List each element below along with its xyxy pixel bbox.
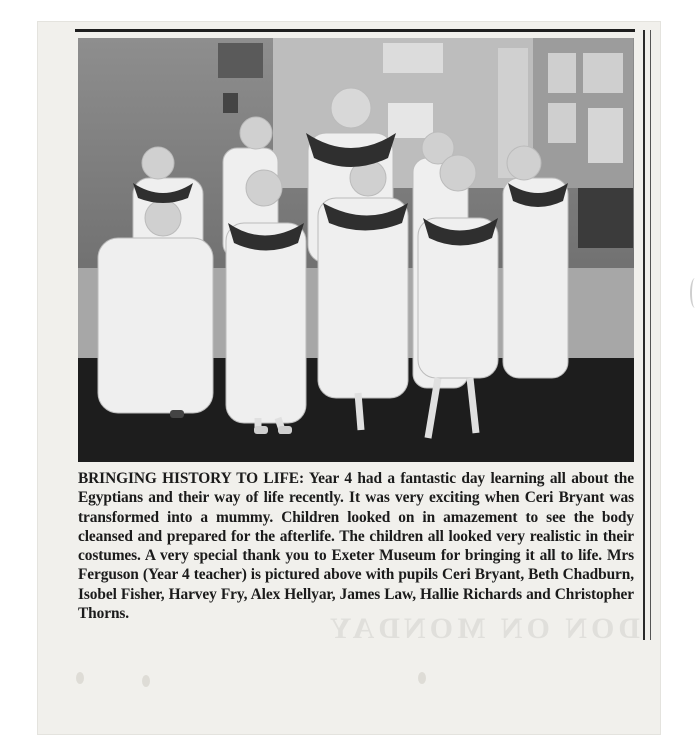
article-photo bbox=[78, 38, 634, 462]
article-body: Year 4 had a fantastic day learning all about the Egyptians and their way of life recently. It was very exciting when Ceri Bryant was transformed into a mummy. Children looked on in amazement to see the body cleansed and prepared for the afterlife. The children all looked very realistic in their costumes. A very special thank you to Exeter Museum for bringing it all to life. Mrs Ferguson (Year 4 teacher) is pictured above with pupils Ceri Bryant, Beth Chadburn, Isobel Fisher, Harvey Fry, Alex Hellyar, James Law, Hallie Richards and Christopher Thorns. bbox=[78, 470, 634, 623]
edge-mark bbox=[690, 278, 698, 308]
article-caption bbox=[78, 469, 634, 623]
article-headline: BRINGING HISTORY TO LIFE: bbox=[78, 470, 304, 487]
group-photo-illustration bbox=[78, 38, 634, 462]
column-rule-thin bbox=[650, 30, 651, 640]
top-rule bbox=[75, 29, 635, 32]
column-rule bbox=[643, 30, 645, 640]
bleed-through-text: DON ON MONDAY bbox=[325, 612, 640, 645]
shelf bbox=[578, 188, 633, 248]
